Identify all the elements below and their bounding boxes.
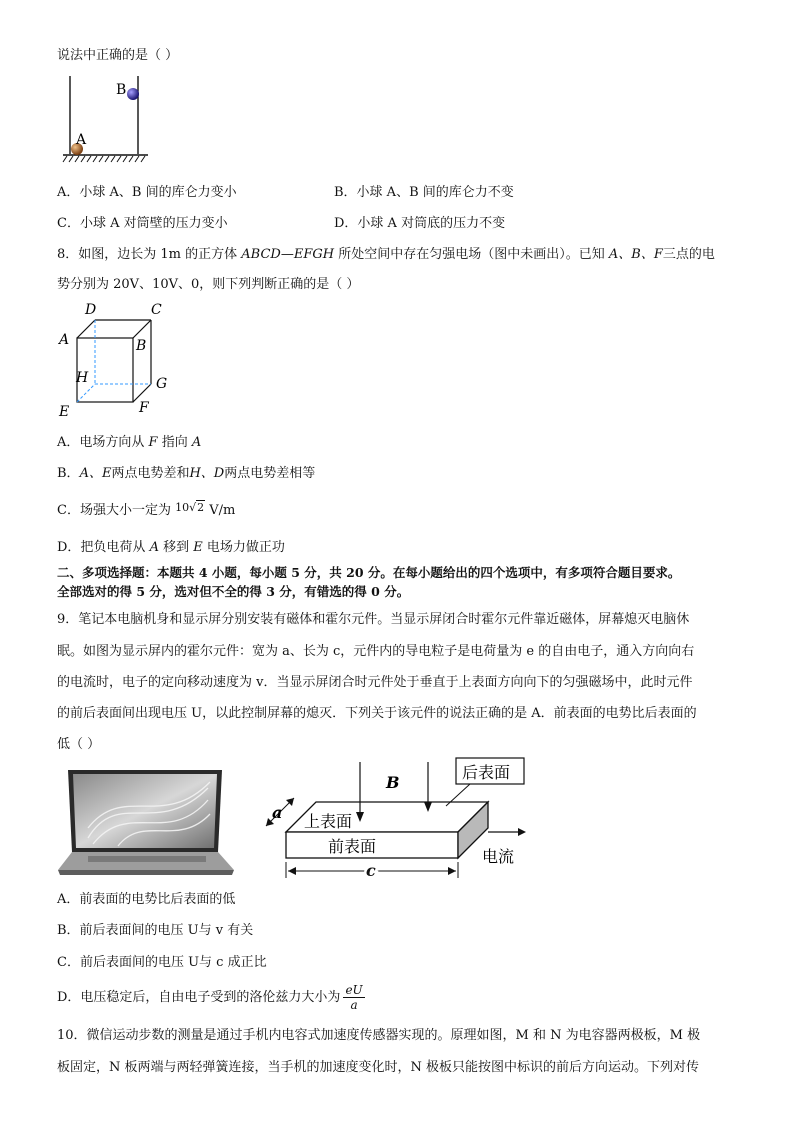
q7-figure: [58, 72, 158, 172]
q7-option-a: A．小球 A、B 间的库仑力变小: [57, 185, 237, 200]
ball-b-label: B: [116, 82, 127, 98]
q9-stem-line3: 的电流时，电子的定向移动速度为 v．当显示屏闭合时元件处于垂直于上表面方向向下的匀强磁场中，此时元件: [57, 675, 693, 690]
width-label: a: [272, 803, 283, 822]
field-label: B: [386, 773, 400, 792]
q8-cube-figure: [55, 298, 185, 420]
q9-option-d-fraction: $\frac{eU}{a}$: [345, 983, 363, 1012]
q9-option-a: A．前表面的电势比后表面的低: [57, 892, 236, 907]
q9-stem-line5: 低（ ）: [57, 737, 101, 752]
q9-option-c: C．前后表面间的电压 U与 c 成正比: [57, 955, 267, 970]
current-label: 电流: [482, 847, 515, 866]
ball-a-label: A: [76, 132, 87, 148]
vertex-c: C: [151, 302, 162, 318]
q8-option-c: C．场强大小一定为 10√2 V/m: [57, 501, 236, 518]
top-surface-label: 上表面: [304, 812, 353, 831]
q9-stem-line2: 眠。如图为显示屏内的霍尔元件：宽为 a、长为 c，元件内的导电粒子是电荷量为 e 的自由电子，通入方向向右: [57, 644, 695, 659]
vertex-b: B: [136, 338, 147, 354]
length-label: c: [366, 861, 376, 880]
vertex-d: D: [85, 302, 97, 318]
q9-stem-line1: 9．笔记本电脑机身和显示屏分别安装有磁体和霍尔元件。当显示屏闭合时霍尔元件靠近磁体，屏幕熄灭电脑休: [57, 612, 690, 627]
q7-option-c: C．小球 A 对筒壁的压力变小: [57, 216, 228, 231]
back-surface-label: 后表面: [462, 763, 511, 782]
vertex-g: G: [156, 376, 168, 392]
q9-stem-line4: 的前后表面间出现电压 U，以此控制屏幕的熄灭．下列关于该元件的说法正确的是 A．前表面的电势比后表面的: [57, 706, 697, 721]
vertex-f: F: [139, 400, 149, 416]
vertex-a: A: [59, 332, 70, 348]
q8-stem-line2: 势分别为 20V、10V、0，则下列判断正确的是（ ）: [57, 277, 360, 292]
q10-stem-line2: 板固定，N 板两端与两轻弹簧连接，当手机的加速度变化时，N 极板只能按图中标识的前后方向运动。下列对传: [57, 1060, 700, 1075]
q9-option-d: D．电压稳定后，自由电子受到的洛伦兹力大小为 $\frac{eU}{a}$: [57, 983, 363, 1012]
vertex-h: H: [76, 370, 89, 386]
q10-stem-line1: 10．微信运动步数的测量是通过手机内电容式加速度传感器实现的。原理如图，M 和 N 为电容器两极板，M 极: [57, 1028, 701, 1043]
ground-hatching: [63, 156, 145, 162]
ball-b: [127, 88, 139, 100]
q8-option-b: B．A、E两点电势差和H、D两点电势差相等: [57, 466, 316, 481]
section2-header-line1: 二、多项选择题：本题共 4 小题，每小题 5 分，共 20 分。在每小题给出的四个选项中，有多项符合题目要求。: [57, 565, 681, 580]
q8-option-a: A．电场方向从 F 指向 A: [57, 435, 202, 450]
hall-element-diagram: [250, 756, 540, 886]
vertex-e: E: [59, 404, 70, 420]
q8-stem-line1: 8．如图，边长为 1m 的正方体 ABCD—EFGH 所处空间中存在匀强电场（图中未画出）。已知 A、B、F三点的电: [57, 247, 715, 262]
laptop-image: [58, 768, 238, 880]
hidden-edge-eh: [77, 384, 95, 402]
q9-option-b: B．前后表面间的电压 U与 v 有关: [57, 923, 254, 938]
q8-option-d: D．把负电荷从 A 移到 E 电场力做正功: [57, 540, 285, 555]
q7-option-b: B．小球 A、B 间的库仑力不变: [334, 185, 514, 200]
front-surface-label: 前表面: [328, 837, 377, 856]
q7-option-d: D．小球 A 对筒底的压力不变: [334, 216, 506, 231]
section2-header-line2: 全部选对的得 5 分，选对但不全的得 3 分，有错选的得 0 分。: [57, 584, 410, 599]
q7-stem: 说法中正确的是（ ）: [57, 48, 179, 63]
